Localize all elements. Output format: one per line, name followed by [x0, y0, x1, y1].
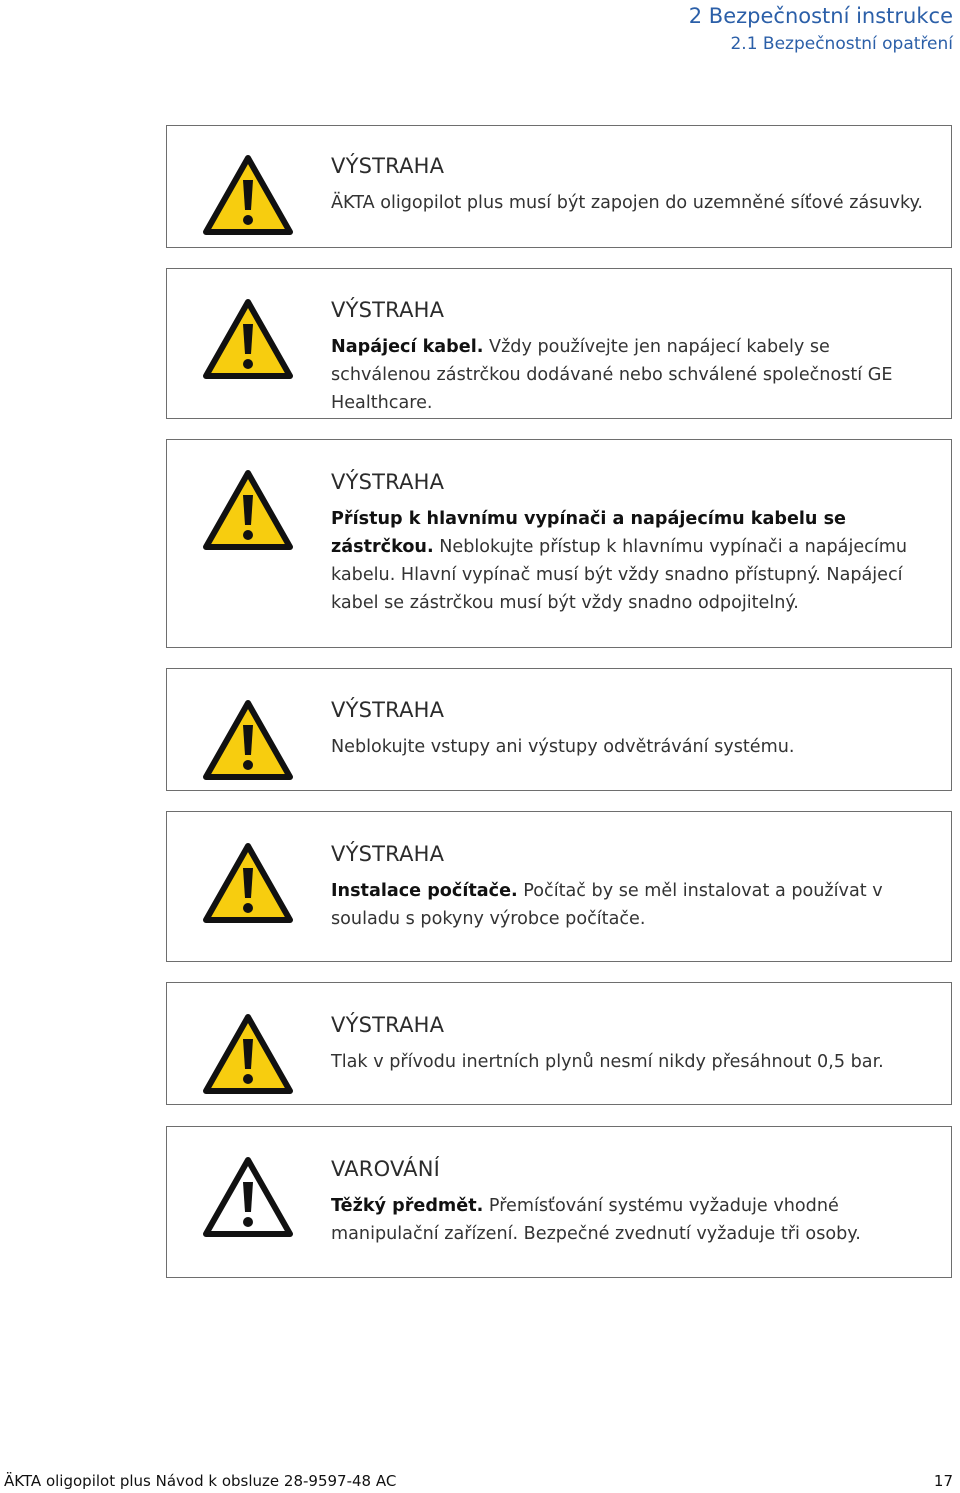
warning-triangle-icon [202, 699, 294, 781]
notice-body: ÄKTA oligopilot plus musí být zapojen do uzemněné síťové zásuvky. [331, 193, 924, 213]
notice-title: VÝSTRAHA [331, 298, 445, 322]
notice-text [331, 733, 933, 761]
notice-text [331, 189, 933, 217]
notice-bold-lead: Instalace počítače. [331, 881, 518, 901]
warning-triangle-icon [202, 1013, 294, 1095]
warning-box [166, 268, 952, 419]
notice-body: Neblokujte vstupy ani výstupy odvětrávání systému. [331, 737, 795, 757]
notice-bold-lead: Přístup k hlavnímu vypínači a napájecímu kabelu se zástrčkou. [331, 509, 846, 557]
notice-body: Počítač by se měl instalovat a používat v souladu s pokyny výrobce počítače. [331, 881, 883, 929]
chapter-heading: 2 Bezpečnostní instrukce [688, 4, 953, 28]
notice-bold-lead: Napájecí kabel. [331, 337, 484, 357]
warning-box [166, 982, 952, 1105]
warning-box [166, 668, 952, 791]
notice-title: VÝSTRAHA [331, 698, 445, 722]
caution-box [166, 1126, 952, 1278]
notice-body: Vždy používejte jen napájecí kabely se schválenou zástrčkou dodávané nebo schválené společností GE Healthcare. [331, 337, 893, 413]
warning-box [166, 439, 952, 648]
notice-body: Přemísťování systému vyžaduje vhodné manipulační zařízení. Bezpečné zvednutí vyžaduje tři osoby. [331, 1196, 861, 1244]
caution-triangle-icon [202, 1156, 294, 1238]
section-heading: 2.1 Bezpečnostní opatření [730, 34, 953, 54]
warning-box [166, 811, 952, 962]
notice-text [331, 1192, 933, 1248]
notice-text [331, 333, 933, 417]
notice-title: VAROVÁNÍ [331, 1157, 441, 1181]
notice-text [331, 1048, 933, 1076]
warning-triangle-icon [202, 469, 294, 551]
warning-box [166, 125, 952, 248]
notice-title: VÝSTRAHA [331, 470, 445, 494]
page-header [689, 0, 953, 57]
notice-title: VÝSTRAHA [331, 842, 445, 866]
notice-body: Neblokujte přístup k hlavnímu vypínači a napájecímu kabelu. Hlavní vypínač musí být vždy snadno přístupný. Napájecí kabel se zástrčkou musí být vždy snadno odpojitelný. [331, 537, 908, 613]
notice-title: VÝSTRAHA [331, 1013, 445, 1037]
warning-triangle-icon [202, 298, 294, 380]
notice-text [331, 877, 933, 933]
notice-bold-lead: Těžký předmět. [331, 1196, 484, 1216]
warning-triangle-icon [202, 842, 294, 924]
warning-triangle-icon [202, 154, 294, 236]
notice-body: Tlak v přívodu inertních plynů nesmí nikdy přesáhnout 0,5 bar. [331, 1052, 884, 1072]
notice-text [331, 505, 933, 617]
notice-title: VÝSTRAHA [331, 154, 445, 178]
footer-document-title: ÄKTA oligopilot plus Návod k obsluze 28-9597-48 AC [4, 1472, 397, 1490]
footer-page-number: 17 [933, 1472, 953, 1490]
